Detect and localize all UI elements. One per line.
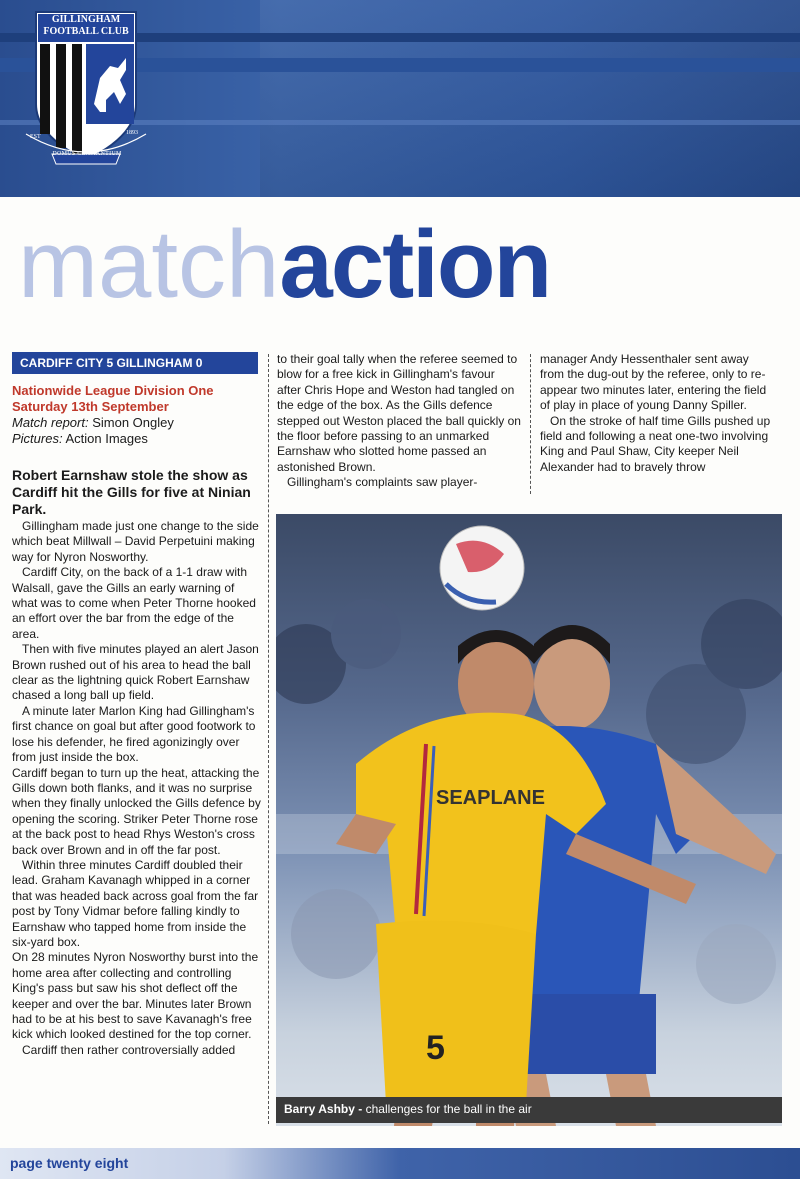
report-credit xyxy=(12,415,262,431)
shirt-number: 5 xyxy=(426,1029,445,1067)
caption-text: challenges for the ball in the air xyxy=(365,1102,532,1116)
report-label: Match report: xyxy=(12,415,89,430)
paragraph: Gillingham's complaints saw player- xyxy=(287,475,478,490)
banner-panel xyxy=(260,0,800,197)
title-light: match xyxy=(18,211,280,318)
page-title xyxy=(18,210,550,320)
pictures-credit xyxy=(12,431,262,447)
column-divider xyxy=(530,354,531,494)
paragraph: manager Andy Hessenthaler sent away from the dug-out by the referee, only to re-appear two minutes later, entering the field of play in place of young Danny Spiller. xyxy=(540,352,767,413)
paragraph: Cardiff then rather controversially added xyxy=(22,1042,236,1057)
title-dark: action xyxy=(279,211,551,318)
competition: Nationwide League Division One xyxy=(12,383,214,398)
football xyxy=(440,526,524,610)
crest-year: 1893 xyxy=(126,130,138,136)
crest-est: EST xyxy=(30,134,41,140)
intro-paragraph: Robert Earnshaw stole the show as Cardiff hit the Gills for five at Ninian Park. xyxy=(12,467,251,517)
match-meta xyxy=(12,383,262,447)
article-column-1 xyxy=(12,519,262,1058)
pictures-source: Action Images xyxy=(65,431,148,446)
paragraph: On 28 minutes Nyron Nosworthy burst into the home area after collecting and controlling King's pass but saw his shot deflect off the keeper and over the bar. Minutes later Brown had to be at his best to save Kavanagh's free kick which looked destined for the top corner. xyxy=(12,950,259,1042)
crest-motto: DOMUS CLAMANTIUM xyxy=(52,151,122,157)
match-date: Saturday 13th September xyxy=(12,399,169,414)
crest-name-line1: GILLINGHAM xyxy=(51,14,121,25)
match-photo xyxy=(276,514,782,1126)
paragraph: Cardiff City, on the back of a 1-1 draw with Walsall, gave the Gills an early warning of what was to come when Peter Thorne hooked an effort over the bar from the edge of the area. xyxy=(12,565,256,641)
photo-caption xyxy=(284,1101,532,1117)
paragraph: to their goal tally when the referee seemed to blow for a free kick in Gillingham's favour after Chris Hope and Weston had tangled on the edge of the box. As the Gills defence stepped out Weston placed the ball quickly on the floor before passing to an unmarked Earnshaw who slotted home passed an astonished Brown. xyxy=(277,352,521,474)
paragraph: On the stroke of half time Gills pushed up field and following a neat one-two involving King and Paul Shaw, City keeper Neil Alexander had to bravely throw xyxy=(540,413,771,474)
score-bar: CARDIFF CITY 5 GILLINGHAM 0 xyxy=(12,352,258,374)
report-author: Simon Ongley xyxy=(92,415,174,430)
crest-name-line2: FOOTBALL CLUB xyxy=(43,26,129,37)
page-number: page twenty eight xyxy=(10,1155,129,1171)
shirt-sponsor: SEAPLANE xyxy=(436,787,545,809)
pictures-label: Pictures: xyxy=(12,431,63,446)
paragraph: Cardiff began to turn up the heat, attacking the Gills down both flanks, and it was no surprise when they finally unlocked the Gills defence by opening the scoring. Striker Peter Thorne rose at the back post to head Rhys Weston's cross back over Brown and in off the far post. xyxy=(12,765,261,857)
crest-name xyxy=(36,14,136,38)
paragraph: A minute later Marlon King had Gillingham's first chance on goal but after good footwork to lose his defender, he fired agonizingly over from just inside the box. xyxy=(12,703,256,765)
paragraph: Then with five minutes played an alert Jason Brown rushed out of his area to head the ball clear as the lightning quick Robert Earnshaw chased a long ball up field. xyxy=(12,642,259,703)
article-column-2 xyxy=(277,352,521,491)
paragraph: Gillingham made just one change to the side which beat Millwall – David Perpetuini making way for Nyron Nosworthy. xyxy=(12,519,259,564)
photo-illustration xyxy=(276,514,782,1126)
column-divider xyxy=(268,354,269,1124)
paragraph: Within three minutes Cardiff doubled their lead. Graham Kavanagh whipped in a corner that was headed back across goal from the far post by Tony Vidmar before falling kindly to Earnshaw who tapped home from inside the six-yard box. xyxy=(12,857,259,949)
article-column-3 xyxy=(540,352,776,475)
caption-name: Barry Ashby - xyxy=(284,1102,363,1116)
